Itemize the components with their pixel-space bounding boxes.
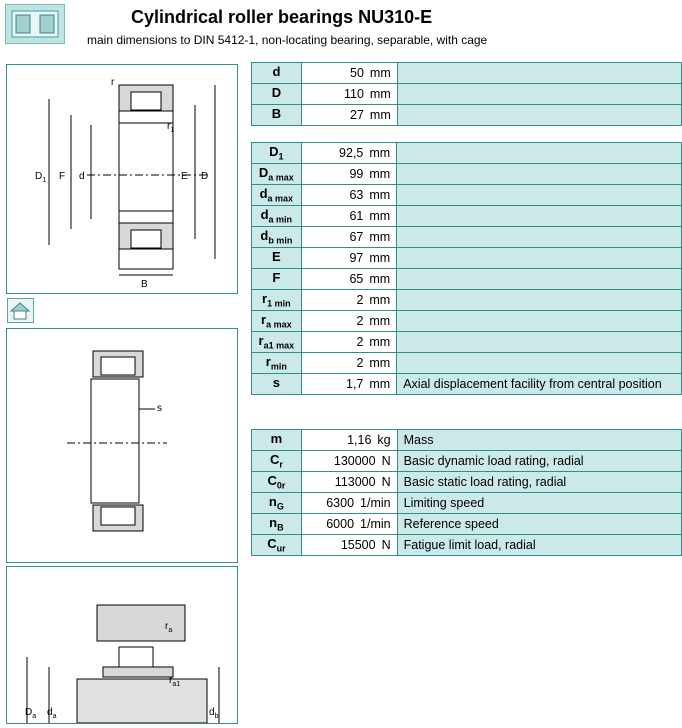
table-row xyxy=(252,290,682,311)
bearing-logo-icon xyxy=(5,4,65,44)
description-cell xyxy=(397,248,682,269)
symbol-cell: $n_B$ xyxy=(252,514,302,535)
description-cell xyxy=(397,290,682,311)
page-subtitle: main dimensions to DIN 5412-1, non-locating bearing, separable, with cage xyxy=(87,33,488,47)
value-cell: 99 mm xyxy=(301,164,397,185)
value-cell: 2 mm xyxy=(301,353,397,374)
description-cell: Limiting speed xyxy=(397,493,681,514)
description-cell xyxy=(397,269,682,290)
label-D: D xyxy=(201,171,209,182)
label-db: $d_b$ xyxy=(209,707,219,720)
value-cell: 15500 N xyxy=(301,535,397,556)
label-r1: $r_1$ xyxy=(167,121,175,134)
symbol-cell: d xyxy=(252,63,302,84)
description-cell: Basic static load rating, radial xyxy=(397,472,681,493)
page-title: Cylindrical roller bearings NU310-E xyxy=(131,7,433,27)
value-cell: 113000 N xyxy=(301,472,397,493)
value-cell: 1,16 kg xyxy=(301,430,397,451)
label-r: r xyxy=(111,77,115,88)
table-row xyxy=(252,206,682,227)
symbol-cell: F xyxy=(252,269,302,290)
table-row xyxy=(252,164,682,185)
table-row xyxy=(252,535,682,556)
description-cell xyxy=(397,164,682,185)
table-row xyxy=(252,227,682,248)
description-cell xyxy=(397,332,682,353)
label-D1: $D_1$ xyxy=(35,171,47,184)
symbol-cell: $D_1$ xyxy=(252,143,302,164)
table-row xyxy=(252,269,682,290)
description-cell: Basic dynamic load rating, radial xyxy=(397,451,681,472)
symbol-cell: $d_{a max}$ xyxy=(252,185,302,206)
mounting-drawing xyxy=(7,567,237,723)
description-cell: Axial displacement facility from central position xyxy=(397,374,682,395)
label-da: $d_a$ xyxy=(47,707,57,720)
value-cell: 61 mm xyxy=(301,206,397,227)
symbol-cell: $d_{b min}$ xyxy=(252,227,302,248)
table-row xyxy=(252,353,682,374)
table-row xyxy=(252,248,682,269)
value-cell: 63 mm xyxy=(301,185,397,206)
description-cell xyxy=(397,353,682,374)
value-cell: 65 mm xyxy=(301,269,397,290)
symbol-cell: $r_{1 min}$ xyxy=(252,290,302,311)
label-F: F xyxy=(59,171,66,182)
table-row xyxy=(252,472,682,493)
symbol-cell: $r_{a max}$ xyxy=(252,311,302,332)
symbol-cell: $C_{ur}$ xyxy=(252,535,302,556)
symbol-cell: $C_{0r}$ xyxy=(252,472,302,493)
value-cell: 27 mm xyxy=(301,105,397,126)
displacement-drawing-panel xyxy=(6,328,238,563)
description-cell: Mass xyxy=(397,430,681,451)
value-cell: 97 mm xyxy=(301,248,397,269)
description-cell xyxy=(397,185,682,206)
table-row xyxy=(252,332,682,353)
table-row xyxy=(252,514,682,535)
symbol-cell: $C_r$ xyxy=(252,451,302,472)
value-cell: 130000 N xyxy=(301,451,397,472)
symbol-cell: $n_G$ xyxy=(252,493,302,514)
description-cell: Fatigue limit load, radial xyxy=(397,535,681,556)
symbol-cell: $r_{min}$ xyxy=(252,353,302,374)
symbol-cell: B xyxy=(252,105,302,126)
displacement-drawing xyxy=(7,329,237,562)
description-cell: Reference speed xyxy=(397,514,681,535)
symbol-cell: $D_{a max}$ xyxy=(252,164,302,185)
value-cell: 6300 1/min xyxy=(301,493,397,514)
symbol-cell: $d_{a min}$ xyxy=(252,206,302,227)
label-ra1: $r_{a1}$ xyxy=(169,675,181,688)
mounting-drawing-panel xyxy=(6,566,238,724)
symbol-cell: $r_{a1 max}$ xyxy=(252,332,302,353)
symbol-cell: m xyxy=(252,430,302,451)
label-d: d xyxy=(79,171,85,182)
table-row xyxy=(252,84,682,105)
symbol-cell: s xyxy=(252,374,302,395)
table-row xyxy=(252,105,682,126)
table-row xyxy=(252,451,682,472)
label-E: E xyxy=(181,171,188,182)
value-cell: 92,5 mm xyxy=(301,143,397,164)
label-s: s xyxy=(157,403,162,414)
value-cell: 1,7 mm xyxy=(301,374,397,395)
description-cell xyxy=(397,143,682,164)
table-row xyxy=(252,63,682,84)
dimension-drawing-panel xyxy=(6,64,238,294)
mounting-dimensions-table xyxy=(251,142,682,395)
description-cell xyxy=(397,84,681,105)
label-Da: $D_a$ xyxy=(25,707,37,720)
symbol-cell: E xyxy=(252,248,302,269)
value-cell: 50 mm xyxy=(301,63,397,84)
symbol-cell: D xyxy=(252,84,302,105)
description-cell xyxy=(397,206,682,227)
table-row xyxy=(252,430,682,451)
label-B: B xyxy=(141,279,148,290)
description-cell xyxy=(397,105,681,126)
value-cell: 6000 1/min xyxy=(301,514,397,535)
value-cell: 2 mm xyxy=(301,332,397,353)
ratings-table xyxy=(251,429,682,556)
value-cell: 2 mm xyxy=(301,311,397,332)
description-cell xyxy=(397,311,682,332)
description-cell xyxy=(397,227,682,248)
table-row xyxy=(252,143,682,164)
value-cell: 110 mm xyxy=(301,84,397,105)
value-cell: 2 mm xyxy=(301,290,397,311)
main-dimensions-table xyxy=(251,62,682,126)
description-cell xyxy=(397,63,681,84)
home-icon[interactable] xyxy=(7,298,34,323)
table-row xyxy=(252,493,682,514)
table-row xyxy=(252,185,682,206)
dimension-drawing xyxy=(7,65,237,293)
value-cell: 67 mm xyxy=(301,227,397,248)
table-row xyxy=(252,374,682,395)
table-row xyxy=(252,311,682,332)
label-ra: $r_a$ xyxy=(165,621,173,634)
